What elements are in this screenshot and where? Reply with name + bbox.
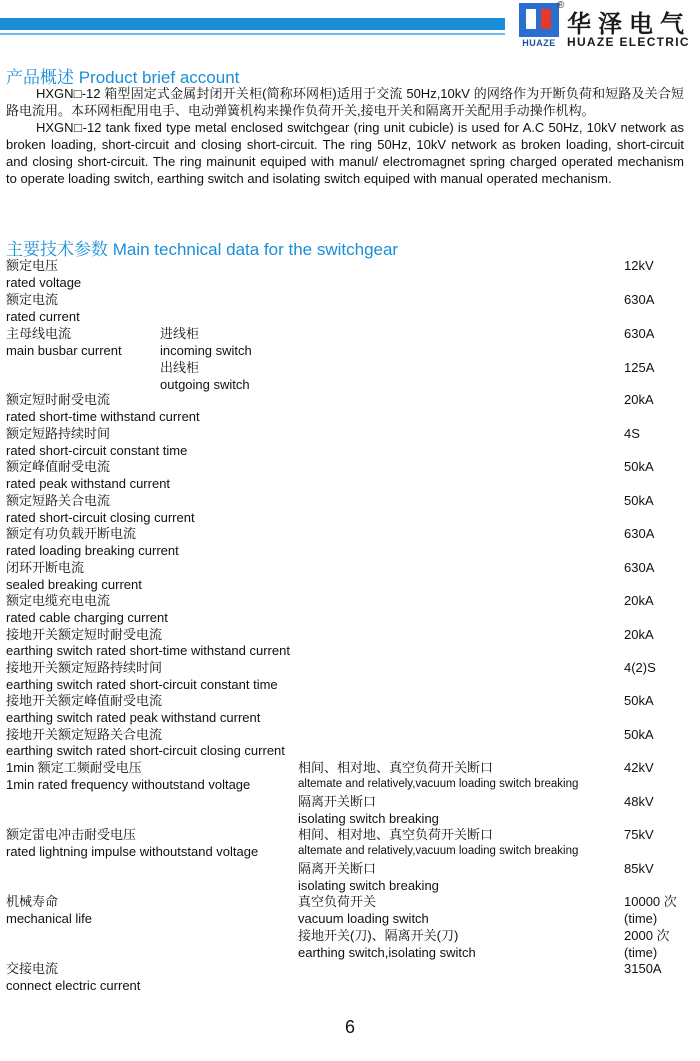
logo-mark-icon — [519, 3, 559, 37]
spec-sub-label-cn: 相间、相对地、真空负荷开关断口 — [298, 760, 494, 775]
header-accent-bar — [0, 18, 505, 30]
spec-value-unit: (time) — [624, 911, 658, 926]
spec-value: 48kV — [624, 794, 654, 809]
spec-label-en: rated short-time withstand current — [6, 409, 200, 424]
spec-label-en: rated peak withstand current — [6, 476, 171, 491]
spec-value: 20kA — [624, 392, 654, 407]
registered-mark: ® — [557, 0, 565, 11]
spec-label-en: earthing switch rated peak withstand current — [6, 710, 261, 725]
spec-label-cn: 闭环开断电流 — [6, 560, 85, 575]
spec-label-cn: 机械寿命 — [6, 894, 59, 909]
spec-value: 50kA — [624, 493, 654, 508]
spec-label-cn: 额定峰值耐受电流 — [6, 459, 111, 474]
spec-label-en: rated short-circuit constant time — [6, 443, 188, 458]
spec-label-en: connect electric current — [6, 978, 141, 993]
spec-label-cn: 1min 额定工频耐受电压 — [6, 760, 142, 775]
spec-label-en: rated loading breaking current — [6, 543, 179, 558]
intro-text — [6, 85, 684, 187]
spec-label-cn: 接地开关额定峰值耐受电流 — [6, 693, 163, 708]
spec-value: 630A — [624, 326, 655, 341]
spec-sub-label-cn: 隔离开关断口 — [298, 794, 377, 809]
spec-value: 20kA — [624, 593, 654, 608]
spec-label-en: main busbar current — [6, 343, 122, 358]
spec-value: 75kV — [624, 827, 654, 842]
spec-label-en: rated short-circuit closing current — [6, 510, 195, 525]
spec-sub-label-cn: 出线柜 — [160, 360, 200, 375]
spec-label-cn: 接地开关额定短时耐受电流 — [6, 627, 163, 642]
spec-label-cn: 额定短路持续时间 — [6, 426, 111, 441]
spec-value: 4(2)S — [624, 660, 656, 675]
spec-value: 3150A — [624, 961, 662, 976]
spec-label-en: earthing switch rated short-circuit closing current — [6, 743, 285, 758]
spec-label-cn: 交接电流 — [6, 961, 59, 976]
specs-title: 主要技术参数 Main technical data for the switchgear — [6, 240, 399, 259]
spec-value: 630A — [624, 526, 655, 541]
spec-sub-label-en: isolating switch breaking — [298, 878, 439, 893]
spec-sub-label-en: altemate and relatively,vacuum loading switch breaking — [298, 845, 579, 857]
huaze-logo — [519, 3, 559, 49]
spec-sub-label-cn: 隔离开关断口 — [298, 861, 377, 876]
spec-sub-label-en: earthing switch,isolating switch — [298, 945, 476, 960]
spec-sub-label-cn: 相间、相对地、真空负荷开关断口 — [298, 827, 494, 842]
spec-sub-label-en: outgoing switch — [160, 377, 250, 392]
spec-label-cn: 额定雷电冲击耐受电压 — [6, 827, 137, 842]
spec-label-cn: 额定有功负载开断电流 — [6, 526, 137, 541]
spec-label-cn: 额定短时耐受电流 — [6, 392, 111, 407]
spec-sub-label-cn: 真空负荷开关 — [298, 894, 377, 909]
logo-text: HUAZE — [522, 38, 556, 48]
spec-value: 125A — [624, 360, 655, 375]
spec-label-en: rated lightning impulse withoutstand voltage — [6, 844, 259, 859]
spec-label-en: 1min rated frequency withoutstand voltage — [6, 777, 251, 792]
spec-label-cn: 额定电压 — [6, 258, 59, 273]
spec-label-en: earthing switch rated short-circuit constant time — [6, 677, 278, 692]
spec-value: 4S — [624, 426, 640, 441]
spec-sub-label-cn: 进线柜 — [160, 326, 200, 341]
spec-sub-label-cn: 接地开关(刀)、隔离开关(刀) — [298, 928, 459, 943]
spec-label-en: sealed breaking current — [6, 577, 142, 592]
spec-value: 50kA — [624, 459, 654, 474]
brand-name-en: HUAZE ELECTRIC — [567, 35, 690, 49]
intro-title: 产品概述 Product brief account — [6, 68, 240, 87]
spec-label-en: rated cable charging current — [6, 610, 168, 625]
intro-paragraph-cn: HXGN□-12 箱型固定式金属封闭开关柜(简称环网柜)适用于交流 50Hz,10kV 的网络作为开断负荷和短路及关合短路电流用。本环网柜配用电手、电动弹簧机构来操作负荷开关,接电开关和隔离开关配用手动操作机构。 — [6, 86, 684, 118]
spec-label-en: rated current — [6, 309, 80, 324]
spec-value: 630A — [624, 560, 655, 575]
spec-sub-label-en: isolating switch breaking — [298, 811, 439, 826]
spec-label-cn: 主母线电流 — [6, 326, 72, 341]
spec-label-en: mechanical life — [6, 911, 92, 926]
header-accent-line — [0, 33, 505, 35]
spec-label-cn: 额定电缆充电电流 — [6, 593, 111, 608]
spec-label-cn: 额定电流 — [6, 292, 59, 307]
spec-label-en: rated voltage — [6, 275, 82, 290]
spec-label-cn: 额定短路关合电流 — [6, 493, 111, 508]
spec-value: 42kV — [624, 760, 654, 775]
spec-value-unit: (time) — [624, 945, 658, 960]
spec-value: 10000 次 — [624, 894, 677, 909]
spec-value: 630A — [624, 292, 655, 307]
spec-label-cn: 接地开关额定短路持续时间 — [6, 660, 163, 675]
spec-label-cn: 接地开关额定短路关合电流 — [6, 727, 163, 742]
intro-paragraph-en: HXGN□-12 tank fixed type metal enclosed switchgear (ring unit cubicle) is used for A.C 50Hz, 10kV network as broken loading, short-circuit and closing short-circuit. The ring 50Hz, 10kV network as broken loading, short-circuit and closing short-circuit. The ring mainunit equiped with manul/ electromagnet spring charged operated mechanism to operate loading switch, earthing switch and isolating switch equiped with manual operated mechanism. — [6, 120, 684, 186]
brand-name-cn: 华泽电气 — [567, 11, 691, 38]
spec-value: 50kA — [624, 727, 654, 742]
spec-label-en: earthing switch rated short-time withstand current — [6, 643, 290, 658]
spec-sub-label-en: vacuum loading switch — [298, 911, 429, 926]
page-number: 6 — [344, 1017, 355, 1037]
spec-value: 20kA — [624, 627, 654, 642]
spec-value: 50kA — [624, 693, 654, 708]
spec-value: 12kV — [624, 258, 654, 273]
spec-sub-label-en: incoming switch — [160, 343, 252, 358]
spec-value: 85kV — [624, 861, 654, 876]
spec-sub-label-en: altemate and relatively,vacuum loading switch breaking — [298, 778, 579, 790]
spec-value: 2000 次 — [624, 928, 670, 943]
